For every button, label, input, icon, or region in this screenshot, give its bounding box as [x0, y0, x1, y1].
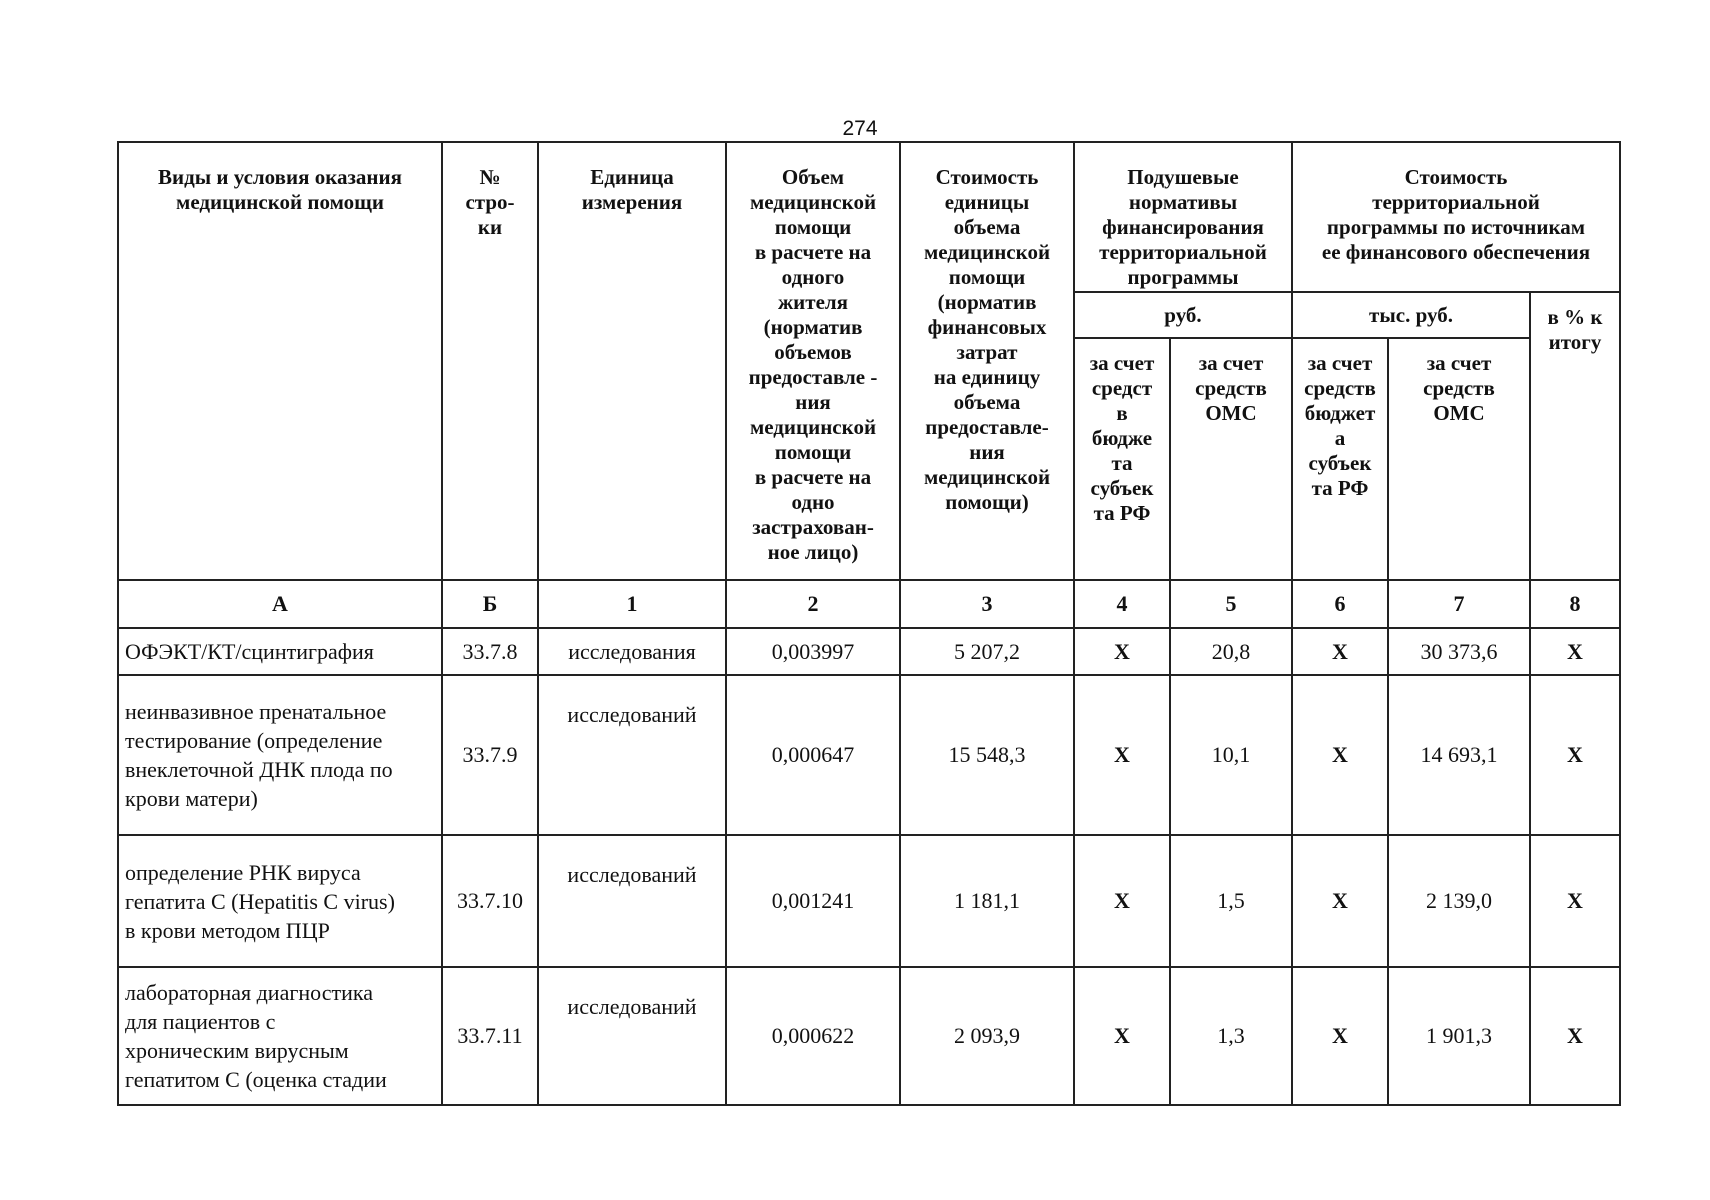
header-program-cost: Стоимость территориальной программы по источникам ее финансового обеспечения	[1292, 142, 1620, 292]
row-unit-cost: 5 207,2	[900, 628, 1074, 675]
column-number: 4	[1074, 580, 1170, 628]
page-number: 274	[842, 117, 878, 140]
row-volume: 0,000622	[726, 967, 900, 1105]
row-oms-thous: 30 373,6	[1388, 628, 1530, 675]
row-number: 33.7.9	[442, 675, 538, 835]
row-unit: исследований	[538, 835, 726, 967]
row-budget-rub: X	[1074, 675, 1170, 835]
table-row	[118, 835, 1620, 967]
header-unit-cost: Стоимость единицы объема медицинской помощи (норматив финансовых затрат на единицу объема предоставле- ния медицинской помощи)	[900, 142, 1074, 580]
header-volume: Объем медицинской помощи в расчете на одного жителя (норматив объемов предоставле - ния медицинской помощи в расчете на одно застрахован- ное лицо)	[726, 142, 900, 580]
table-row	[118, 628, 1620, 675]
row-name: лабораторная диагностика для пациентов с хроническим вирусным гепатитом С (оценка стадии	[118, 967, 442, 1105]
row-budget-rub: X	[1074, 835, 1170, 967]
header-row-1	[118, 142, 1620, 292]
header-budget-thous: за счет средств бюджет а субъек та РФ	[1292, 338, 1388, 580]
row-oms-thous: 1 901,3	[1388, 967, 1530, 1105]
column-number: 5	[1170, 580, 1292, 628]
column-number: 2	[726, 580, 900, 628]
header-unit: Единица измерения	[538, 142, 726, 580]
row-oms-thous: 2 139,0	[1388, 835, 1530, 967]
column-number: 1	[538, 580, 726, 628]
column-number: 6	[1292, 580, 1388, 628]
row-oms-thous: 14 693,1	[1388, 675, 1530, 835]
header-type: Виды и условия оказания медицинской помощи	[118, 142, 442, 580]
row-percent: X	[1530, 628, 1620, 675]
header-percent: в % к итогу	[1530, 292, 1620, 580]
row-unit-cost: 2 093,9	[900, 967, 1074, 1105]
row-number: 33.7.11	[442, 967, 538, 1105]
financing-table	[117, 141, 1621, 1106]
row-volume: 0,003997	[726, 628, 900, 675]
row-number: 33.7.8	[442, 628, 538, 675]
row-budget-rub: X	[1074, 967, 1170, 1105]
row-unit: исследований	[538, 675, 726, 835]
row-oms-rub: 1,3	[1170, 967, 1292, 1105]
row-oms-rub: 20,8	[1170, 628, 1292, 675]
row-name: неинвазивное пренатальное тестирование (определение внеклеточной ДНК плода по крови матери)	[118, 675, 442, 835]
column-number: 3	[900, 580, 1074, 628]
header-thous-rub: тыс. руб.	[1292, 292, 1530, 338]
row-percent: X	[1530, 675, 1620, 835]
row-unit-cost: 15 548,3	[900, 675, 1074, 835]
header-budget-rub: за счет средст в бюдже та субъек та РФ	[1074, 338, 1170, 580]
row-number: 33.7.10	[442, 835, 538, 967]
header-rub: руб.	[1074, 292, 1292, 338]
row-unit-cost: 1 181,1	[900, 835, 1074, 967]
column-number: А	[118, 580, 442, 628]
table-row	[118, 967, 1620, 1105]
row-volume: 0,000647	[726, 675, 900, 835]
column-number: Б	[442, 580, 538, 628]
row-budget-thous: X	[1292, 628, 1388, 675]
row-oms-rub: 10,1	[1170, 675, 1292, 835]
header-oms-rub: за счет средств ОМС	[1170, 338, 1292, 580]
row-volume: 0,001241	[726, 835, 900, 967]
row-percent: X	[1530, 967, 1620, 1105]
row-budget-thous: X	[1292, 675, 1388, 835]
row-unit: исследований	[538, 967, 726, 1105]
row-name: определение РНК вируса гепатита С (Hepatitis С virus) в крови методом ПЦР	[118, 835, 442, 967]
row-oms-rub: 1,5	[1170, 835, 1292, 967]
column-number-row	[118, 580, 1620, 628]
row-budget-thous: X	[1292, 835, 1388, 967]
row-percent: X	[1530, 835, 1620, 967]
row-budget-rub: X	[1074, 628, 1170, 675]
table-row	[118, 675, 1620, 835]
header-per-capita: Подушевые нормативы финансирования территориальной программы	[1074, 142, 1292, 292]
row-budget-thous: X	[1292, 967, 1388, 1105]
header-oms-thous: за счет средств ОМС	[1388, 338, 1530, 580]
column-number: 8	[1530, 580, 1620, 628]
header-row-number: № стро- ки	[442, 142, 538, 580]
row-name: ОФЭКТ/КТ/сцинтиграфия	[118, 628, 442, 675]
row-unit: исследования	[538, 628, 726, 675]
column-number: 7	[1388, 580, 1530, 628]
